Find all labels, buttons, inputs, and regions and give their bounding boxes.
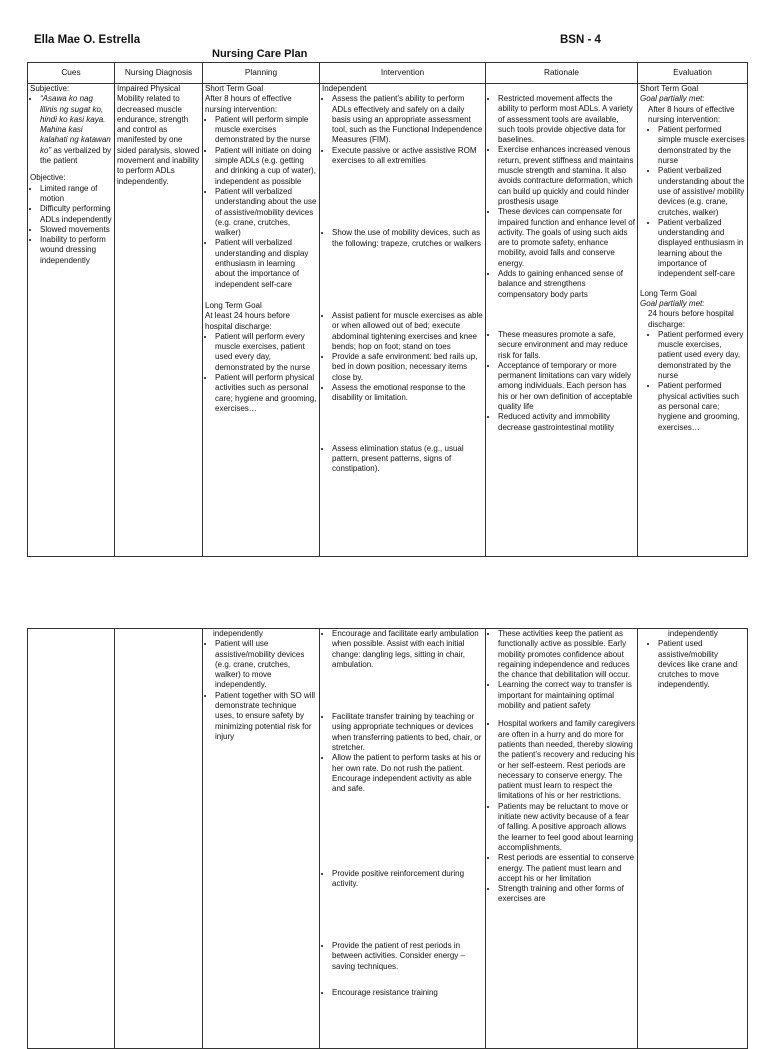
rationale-item: • These devices can compensate for impaired function and enhance level of activity. The goals of using such aids are to promote safety, enhance mobility, avoid falls and conserve energy.: [498, 207, 635, 269]
evaluation-long-intro: 24 hours before hospital discharge:: [648, 309, 734, 329]
diagnosis-cell: [115, 84, 203, 557]
evaluation-continuation: independently: [668, 629, 718, 638]
column-header-evaluation: Evaluation: [638, 63, 748, 84]
short-term-goal-intro: After 8 hours of effective nursing intervention:: [205, 94, 292, 114]
objective-label: Objective:: [30, 173, 66, 183]
intervention-item: • Assess the emotional response to the disability or limitation.: [332, 383, 483, 404]
evaluation-short-item: • Patient verbalized understanding about the use of assistive/ mobility devices (e.g. crane, crutches, walker): [658, 166, 745, 217]
table-body-row: [28, 629, 748, 1049]
intervention-item: • Assist patient for muscle exercises as able or when allowed out of bed; execute abdominal tightening exercises and knee bends; hop on foot; stand on toes: [332, 311, 483, 352]
rationale-cell: [486, 629, 638, 1049]
long-term-goal-item: • Patient together with SO will demonstrate technique uses, to ensure safety by minimizing potential risk for injury: [215, 691, 317, 742]
intervention-item: • Allow the patient to perform tasks at his or her own rate. Do not rush the patient. Encourage independent activity as able and safe.: [332, 753, 483, 794]
column-header-intervention: Intervention: [320, 63, 486, 84]
intervention-type-label: Independent: [322, 84, 367, 93]
column-header-planning: Planning: [203, 63, 320, 84]
evaluation-short-status: Goal partially met:: [640, 94, 705, 104]
short-term-goal-item: • Patient will verbalized understanding about the use of assistive/mobility devices (e.g. crane, crutches, walker): [215, 187, 317, 238]
evaluation-long-status: Goal partially met:: [640, 298, 705, 308]
short-term-goal-item: • Patient will verbalized understanding and display enthusiasm in learning about the importance of independent self-care: [215, 238, 317, 289]
short-term-goal-item: • Patient will initiate on doing simple ADLs (e.g. getting and drinking a cup of water), independent as possible: [215, 146, 317, 187]
intervention-item: • Provide positive reinforcement during activity.: [332, 869, 483, 890]
intervention-cell: [320, 84, 486, 557]
intervention-item: • Encourage and facilitate early ambulation when possible. Assist with each initial change: dangling legs, sitting in chair, ambulation.: [332, 629, 483, 670]
intervention-item: • Facilitate transfer training by teaching or using appropriate techniques or devices when transferring patients to bed, chair, or stretcher.: [332, 712, 483, 753]
long-term-goal-label: Long Term Goal: [205, 300, 262, 310]
evaluation-short-label: Short Term Goal: [640, 84, 699, 93]
rationale-item: • Acceptance of temporary or more permanent limitations can vary widely among individuals. Each person has his or her own definition of acceptable quality life: [498, 361, 635, 412]
diagnosis-cell: [115, 629, 203, 1049]
rationale-item: • Exercise enhances increased venous return, prevent stiffness and maintains muscle strength and stamina. It also avoids contracture deformation, which can build up quickly and could hinder prosthesis usage: [498, 145, 635, 207]
table-body-row: [28, 84, 748, 557]
program-label: BSN - 4: [560, 34, 601, 46]
evaluation-cell: [638, 84, 748, 557]
rationale-item: • Patients may be reluctant to move or initiate new activity because of a fear of falling. A positive approach allows the learner to feel good about learning accomplishments.: [498, 802, 635, 853]
rationale-item: • Rest periods are essential to conserve energy. The patient must learn and accept his or her limitation: [498, 853, 635, 884]
column-header-diagnosis: Nursing Diagnosis: [115, 63, 203, 84]
student-name: Ella Mae O. Estrella: [34, 34, 141, 46]
intervention-item: • Provide the patient of rest periods in between activities. Consider energy – saving techniques.: [332, 941, 483, 972]
evaluation-long-item: • Patient performed every muscle exercises, patient used every day, demonstrated by the nurse: [658, 330, 745, 381]
evaluation-short-item: • Patient performed simple muscle exercises demonstrated by the nurse: [658, 125, 745, 166]
short-term-goal-item: • Patient will perform simple muscle exercises demonstrated by the nurse: [215, 115, 317, 146]
evaluation-long-item: • Patient performed physical activities such as personal care; hygiene and grooming, exercises…: [658, 381, 745, 432]
evaluation-long-item: • Patient used assistive/mobility devices like crane and crutches to move independently.: [658, 639, 745, 690]
table-header-row: [28, 63, 748, 84]
cues-cell: [28, 629, 115, 1049]
intervention-item: • Show the use of mobility devices, such as the following: trapeze, crutches or walkers: [332, 228, 483, 249]
subjective-quote: • “Asawa ko nag lilinis ng sugat ko, hindi ko kasi kaya. Mahina kasi kalahati ng katawan ko” as verbalized by the patient: [40, 94, 112, 166]
planning-continuation: independently: [213, 629, 263, 638]
intervention-item: • Assess the patient’s ability to perform ADLs effectively and safely on a daily basis using an appropriate assessment tool, such as the Functional Independence Measures (FIM).: [332, 94, 483, 145]
document-title: Nursing Care Plan: [212, 48, 308, 60]
long-term-goal-item: • Patient will perform every muscle exercises, patient used every day, demonstrated by the nurse: [215, 332, 317, 373]
rationale-item: • These measures promote a safe, secure environment and may reduce risk for falls.: [498, 330, 635, 361]
evaluation-cell: [638, 629, 748, 1049]
evaluation-short-intro: After 8 hours of effective nursing intervention:: [648, 104, 735, 124]
intervention-item: • Execute passive or active assistive ROM exercises to all extremities: [332, 146, 483, 167]
evaluation-short-item: • Patient verbalized understanding and displayed enthusiasm in learning about the importance of independent self-care: [658, 218, 745, 280]
planning-cell: [203, 84, 320, 557]
rationale-cell: [486, 84, 638, 557]
objective-item: • Inability to perform wound dressing independently: [40, 235, 112, 266]
objective-item: • Limited range of motion: [40, 184, 112, 205]
rationale-item: • Learning the correct way to transfer is important for maintaining optimal mobility and patient safety: [498, 680, 635, 711]
intervention-cell: [320, 629, 486, 1049]
rationale-item: • These activities keep the patient as functionally active as possible. Early mobility promotes confidence about regaining independence and reduces the chance that debilitation will occur.: [498, 629, 635, 680]
rationale-item: • Adds to gaining enhanced sense of balance and strengthens compensatory body parts: [498, 269, 635, 300]
care-plan-table-page1: [27, 62, 748, 557]
nursing-diagnosis-text: Impaired Physical Mobility related to decreased muscle endurance, strength and control as manifested by one sided paralysis, slowed movement and inability to perform ADLs independently.: [117, 84, 200, 186]
rationale-item: • Reduced activity and immobility decrease gastrointestinal motility: [498, 412, 635, 433]
planning-cell: [203, 629, 320, 1049]
long-term-goal-intro: At least 24 hours before hospital discharge:: [205, 311, 290, 331]
column-header-rationale: Rationale: [486, 63, 638, 84]
rationale-item: • Restricted movement affects the ability to perform most ADLs. A variety of assessment tools are available, such tools provide objective data for baselines.: [498, 94, 635, 145]
subjective-label: Subjective:: [30, 84, 70, 93]
short-term-goal-label: Short Term Goal: [205, 84, 264, 93]
care-plan-table-page2: [27, 628, 748, 1049]
intervention-item: • Encourage resistance training: [332, 988, 483, 998]
long-term-goal-item: • Patient will perform physical activities such as personal care; hygiene and grooming, exercises…: [215, 373, 317, 414]
column-header-cues: Cues: [28, 63, 115, 84]
objective-item: • Slowed movements: [40, 225, 112, 235]
evaluation-long-label: Long Term Goal: [640, 288, 697, 298]
long-term-goal-item: • Patient will use assistive/mobility devices (e.g. crane, crutches, walker) to move independently.: [215, 639, 317, 690]
intervention-item: • Provide a safe environment: bed rails up, bed in down position, necessary items close by.: [332, 352, 483, 383]
rationale-item: • Strength training and other forms of exercises are: [498, 884, 635, 905]
rationale-item: • Hospital workers and family caregivers are often in a hurry and do more for patients than needed, thereby slowing the patient’s recovery and reducing his or her self-esteem. Rest periods are necessary to conserve energy. The patient must learn to respect the limitations of his or her restrictions.: [498, 719, 635, 801]
cues-cell: [28, 84, 115, 557]
objective-item: • Difficulty performing ADLs independently: [40, 204, 112, 225]
intervention-item: • Assess elimination status (e.g., usual pattern, present patterns, signs of constipation).: [332, 444, 483, 475]
